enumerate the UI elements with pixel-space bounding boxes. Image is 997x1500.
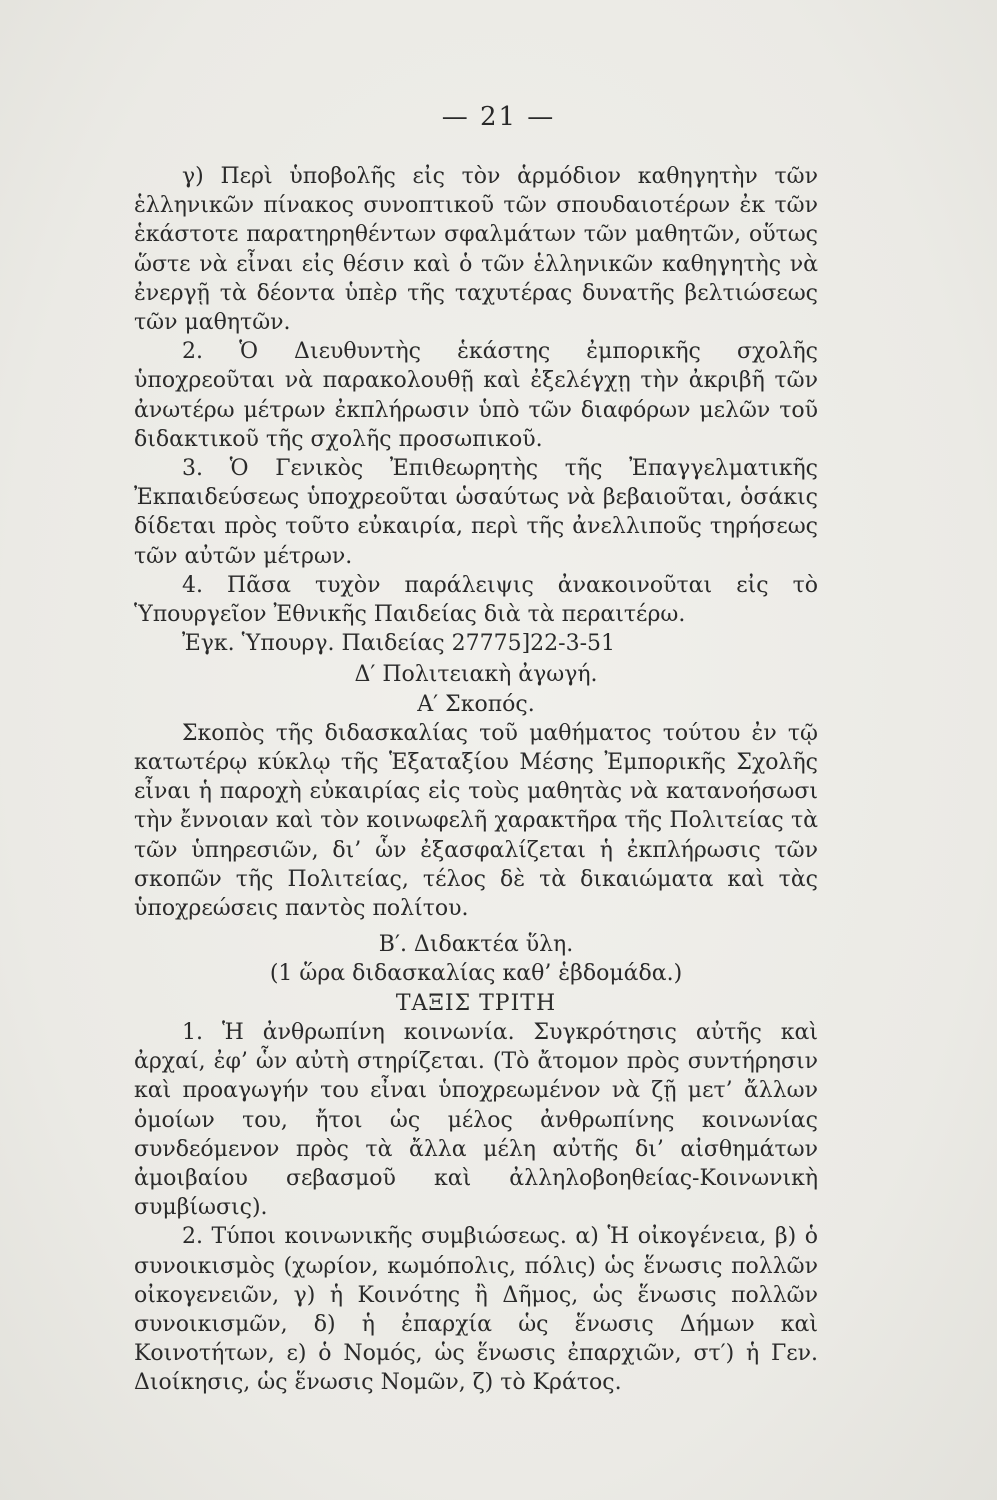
hours-note: (1 ὥρα διδασκαλίας καθ’ ἑβδομάδα.) [269,961,683,987]
syllabus-item-1: 1. Ἡ ἀνθρωπίνη κοινωνία. Συγκρότησις αὐτῆς καὶ ἀρχαί, ἐφ’ ὧν αὐτὴ στηρίζεται. (Τὸ ἄτομον πρὸς συντήρησιν καὶ προαγωγήν του εἶναι ὑποχρεωμένον νὰ ζῇ μετ’ ἄλλων ὁμοίων του, ἤτοι ὡς μέλος ἀνθρωπίνης κοινωνίας συνδεόμενον πρὸς τὰ ἄλλα μέλη αὐτῆς δι’ αἰσθημάτων ἀμοιβαίου σεβασμοῦ καὶ ἀλληλοβοηθείας-Κοινωνικὴ συμβίωσις). [134,1019,818,1221]
paragraph-4: 4. Πᾶσα τυχὸν παράλειψις ἀνακοινοῦται εἰς τὸ Ὑπουργεῖον Ἐθνικῆς Παιδείας διὰ τὰ περαιτέρω. [134,572,818,628]
aim-paragraph: Σκοπὸς τῆς διδασκαλίας τοῦ μαθήματος τούτου ἐν τῷ κατωτέρῳ κύκλῳ τῆς Ἑξαταξίου Μέσης Ἐμπορικῆς Σχολῆς εἶναι ἡ παροχὴ εὐκαιρίας εἰς τοὺς μαθητὰς νὰ κατανοήσωσι τὴν ἔννοιαν καὶ τὸν κοινωφελῆ χαρακτῆρα τῆς Πολιτείας τὰ τῶν ὑπηρεσιῶν, δι’ ὧν ἐξασφαλίζεται ἡ ἐκπλήρωσις τῶν σκοπῶν τῆς Πολιτείας, τέλος δὲ τὰ δικαιώματα καὶ τὰς ὑποχρεώσεις παντὸς πολίτου. [134,720,818,922]
syllabus-item-2: 2. Τύποι κοινωνικῆς συμβιώσεως. α) Ἡ οἰκογένεια, β) ὁ συνοικισμὸς (χωρίον, κωμόπολις, πόλις) ὡς ἕνωσις πολλῶν οἰκογενειῶν, γ) ἡ Κοινότης ἢ Δῆμος, ὡς ἕνωσις πολλῶν συνοικισμῶν, δ) ἡ ἐπαρχία ὡς ἕνωσις Δήμων καὶ Κοινοτήτων, ε) ὁ Νομός, ὡς ἕνωσις ἐπαρχιῶν, στ′) ἡ Γεν. Διοίκησις, ὡς ἕνωσις Νομῶν, ζ) τὸ Κράτος. [134,1224,818,1396]
class-heading: ΤΑΞΙΣ ΤΡΙΤΗ [395,990,557,1016]
body-text [134,162,818,1398]
circular-reference: Ἐγκ. Ὑπουργ. Παιδείας 27775]22-3-51 [182,631,616,657]
subsection-heading-material: Β′. Διδακτέα ὕλη. [378,932,574,958]
paragraph-g: γ) Περὶ ὑποβολῆς εἰς τὸν ἁρμόδιον καθηγητὴν τῶν ἑλληνικῶν πίνακος συνοπτικοῦ τῶν σπουδαιοτέρων ἐκ τῶν ἑκάστοτε παρατηρηθέντων σφαλμάτων τῶν μαθητῶν, οὕτως ὥστε νὰ εἶναι εἰς θέσιν καὶ ὁ τῶν ἑλληνικῶν καθηγητὴς νὰ ἐνεργῇ τὰ δέοντα ὑπὲρ τῆς ταχυτέρας δυνατῆς βελτιώσεως τῶν μαθητῶν. [134,164,818,336]
page-number: — 21 — [441,102,556,132]
subsection-heading-aim: Α′ Σκοπός. [417,691,535,717]
section-heading-civic: Δ′ Πολιτειακὴ ἀγωγή. [354,662,598,688]
paragraph-2: 2. Ὁ Διευθυντὴς ἑκάστης ἐμπορικῆς σχολῆς ὑποχρεοῦται νὰ παρακολουθῇ καὶ ἐξελέγχῃ τὴν ἀκριβῆ τῶν ἀνωτέρω μέτρων ἐκπλήρωσιν ὑπὸ τῶν διαφόρων μελῶν τοῦ διδακτικοῦ τῆς σχολῆς προσωπικοῦ. [134,339,818,452]
paragraph-3: 3. Ὁ Γενικὸς Ἐπιθεωρητὴς τῆς Ἐπαγγελματικῆς Ἐκπαιδεύσεως ὑποχρεοῦται ὡσαύτως νὰ βεβαιοῦται, ὁσάκις δίδεται πρὸς τοῦτο εὐκαιρία, περὶ τῆς ἀνελλιποῦς τηρήσεως τῶν αὐτῶν μέτρων. [134,456,818,569]
